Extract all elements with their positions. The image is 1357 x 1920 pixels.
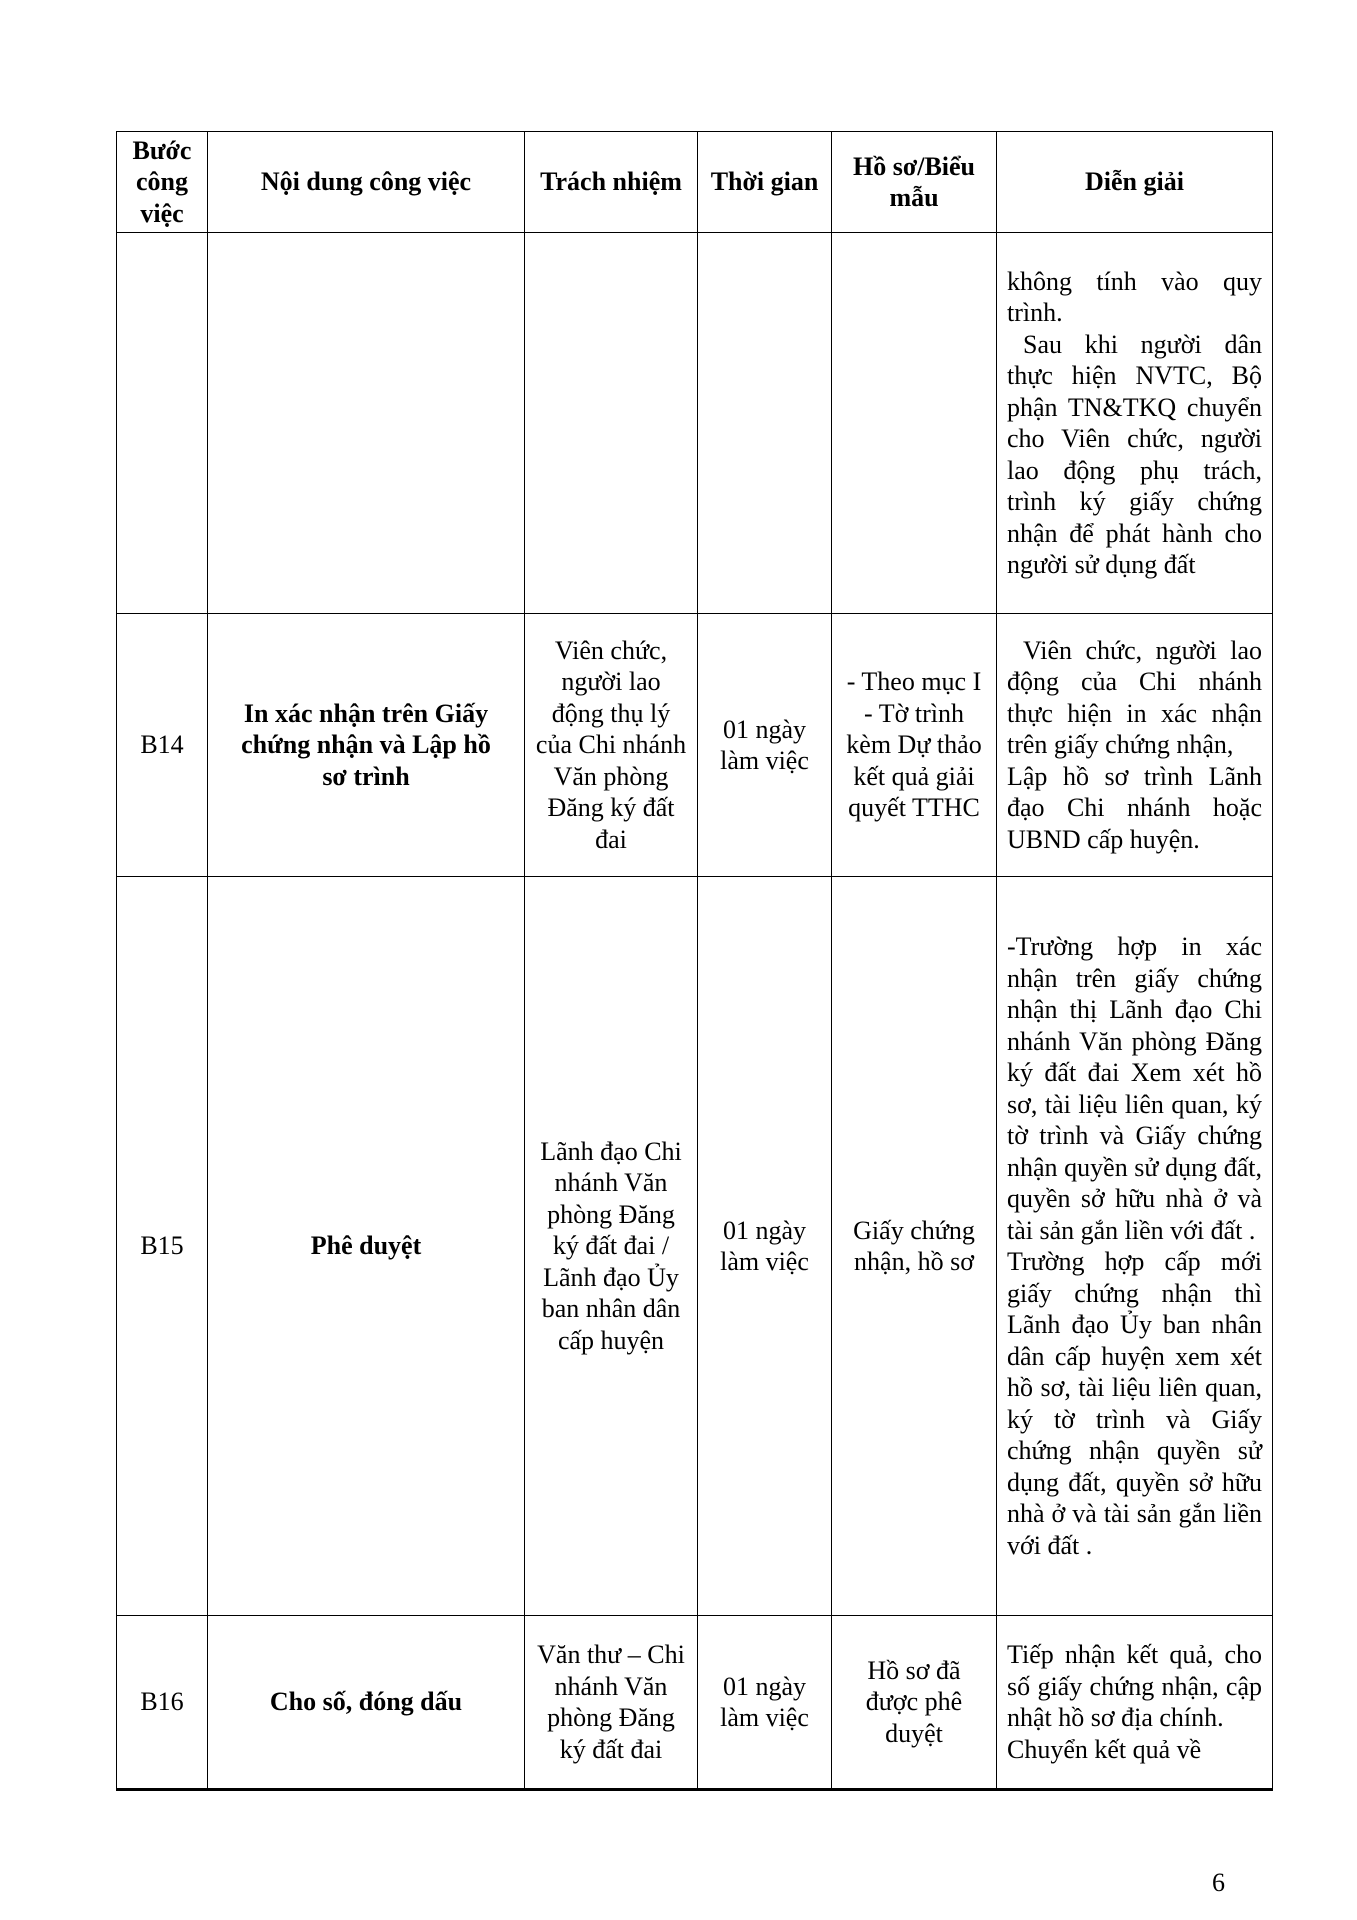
time-cell: 01 ngày làm việc xyxy=(698,614,832,877)
page-number: 6 xyxy=(1212,1868,1225,1897)
step-cell: B15 xyxy=(117,877,208,1616)
documents-cell: Giấy chứng nhận, hồ sơ xyxy=(832,877,997,1616)
responsibility-cell: Văn thư – Chi nhánh Văn phòng Đăng ký đất đai xyxy=(525,1616,698,1790)
documents-cell: Hồ sơ đã được phê duyệt xyxy=(832,1616,997,1790)
explanation-cell xyxy=(997,1616,1273,1790)
procedure-table xyxy=(116,131,1273,1791)
table-row xyxy=(117,1616,1273,1790)
content-cell: Phê duyệt xyxy=(208,877,525,1616)
step-cell: B16 xyxy=(117,1616,208,1790)
explanation-paragraph: Trường hợp cấp mới giấy chứng nhận thì Lãnh đạo Ủy ban nhân dân cấp huyện xem xét hồ sơ, tài liệu liên quan, ký tờ trình và Giấy chứng nhận quyền sử dụng đất, quyền sở hữu nhà ở và tài sản gắn liền với đất . xyxy=(1007,1247,1262,1560)
header-explanation: Diễn giải xyxy=(997,132,1273,233)
step-cell xyxy=(117,233,208,614)
explanation-paragraph: Sau khi người dân thực hiện NVTC, Bộ phận TN&TKQ chuyển cho Viên chức, người lao động phụ trách, trình ký giấy chứng nhận để phát hành cho người sử dụng đất xyxy=(1007,329,1262,579)
responsibility-cell: Lãnh đạo Chi nhánh Văn phòng Đăng ký đất đai / Lãnh đạo Ủy ban nhân dân cấp huyện xyxy=(525,877,698,1616)
explanation-cell xyxy=(997,233,1273,614)
explanation-paragraph: Tiếp nhận kết quả, cho số giấy chứng nhận, cập nhật hồ sơ địa chính. xyxy=(1007,1640,1262,1732)
table-row xyxy=(117,614,1273,877)
time-cell: 01 ngày làm việc xyxy=(698,877,832,1616)
header-content: Nội dung công việc xyxy=(208,132,525,233)
header-row xyxy=(117,132,1273,233)
time-cell xyxy=(698,233,832,614)
explanation-paragraph: Lập hồ sơ trình Lãnh đạo Chi nhánh hoặc UBND cấp huyện. xyxy=(1007,761,1262,854)
header-documents: Hồ sơ/Biểu mẫu xyxy=(832,132,997,233)
table-row xyxy=(117,233,1273,614)
explanation-paragraph: Chuyển kết quả về xyxy=(1007,1734,1202,1764)
explanation-paragraph: không tính vào quy trình. xyxy=(1007,266,1262,327)
responsibility-cell xyxy=(525,233,698,614)
content-cell: Cho số, đóng dấu xyxy=(208,1616,525,1790)
explanation-paragraph: -Trường hợp in xác nhận trên giấy chứng nhận thị Lãnh đạo Chi nhánh Văn phòng Đăng ký đất đai Xem xét hồ sơ, tài liệu liên quan, ký tờ trình và Giấy chứng nhận quyền sử dụng đất, quyền sở hữu nhà ở và tài sản gắn liền với đất . xyxy=(1007,932,1262,1245)
step-cell: B14 xyxy=(117,614,208,877)
header-responsibility: Trách nhiệm xyxy=(525,132,698,233)
content-cell xyxy=(208,233,525,614)
content-cell: In xác nhận trên Giấy chứng nhận và Lập hồ sơ trình xyxy=(208,614,525,877)
explanation-paragraph: Viên chức, người lao động của Chi nhánh thực hiện in xác nhận trên giấy chứng nhận, xyxy=(1007,635,1262,760)
table-row xyxy=(117,877,1273,1616)
time-cell: 01 ngày làm việc xyxy=(698,1616,832,1790)
header-time: Thời gian xyxy=(698,132,832,233)
explanation-cell xyxy=(997,614,1273,877)
header-step: Bước công việc xyxy=(117,132,208,233)
documents-cell: - Theo mục I - Tờ trình kèm Dự thảo kết quả giải quyết TTHC xyxy=(832,614,997,877)
responsibility-cell: Viên chức, người lao động thụ lý của Chi nhánh Văn phòng Đăng ký đất đai xyxy=(525,614,698,877)
documents-cell xyxy=(832,233,997,614)
explanation-cell xyxy=(997,877,1273,1616)
